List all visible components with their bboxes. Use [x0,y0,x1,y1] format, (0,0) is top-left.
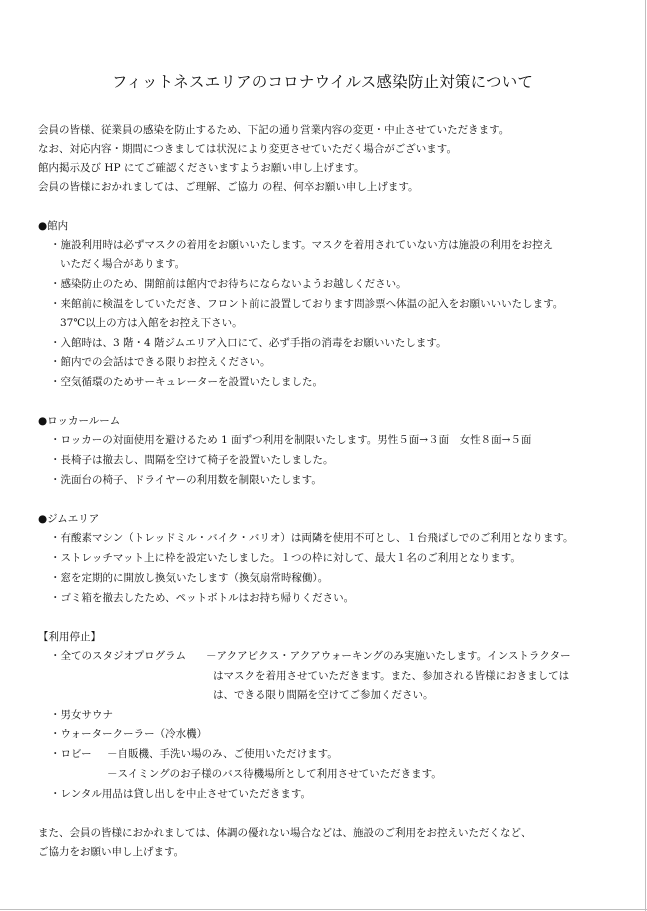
suspended-cooler: ・ウォータークーラー（冷水機） [50,728,208,740]
section-heading-gym: ●ジムエリア [38,513,100,525]
kannai-item-3-cont: 37℃以上の方は入館をお控え下さい。 [60,317,243,329]
section-heading-kannai: ●館内 [38,220,69,232]
kannai-item-1-cont: いただく場合があります。 [60,258,186,270]
kannai-item-5: ・館内での会話はできる限りお控えください。 [50,356,271,368]
suspended-rental: ・レンタル用品は貸し出しを中止させていただきます。 [50,788,311,800]
closing-line-2: ご協力をお願い申し上げます。 [38,846,185,858]
section-heading-locker: ●ロッカールーム [38,415,121,427]
suspended-sauna: ・男女サウナ [50,709,113,721]
suspended-lobby-label: ・ロビー [50,748,92,760]
gym-item-3: ・窓を定期的に開放し換気いたします（換気扇常時稼働）。 [50,572,329,584]
locker-item-3: ・洗面台の椅子、ドライヤーの利用数を制限いたします。 [50,474,322,486]
intro-line-3: 館内掲示及び HP にてご確認くださいますようお願い申し上げます。 [38,162,365,174]
suspended-studio-line-2: はマスクを着用させていただきます。また、参加される皆様におきましては [213,670,570,682]
suspended-lobby-line-2: －スイミングのお子様のバス待機場所として利用させていただきます。 [107,768,442,780]
closing-line-1: また、会員の皆様におかれましては、体調の優れない場合などは、施設のご利用をお控えいただくなど、 [38,827,532,839]
intro-line-1: 会員の皆様、従業員の感染を防止するため、下記の通り営業内容の変更・中止させていただきます。 [38,124,510,136]
page-right-border [645,0,646,911]
gym-item-4: ・ゴミ箱を撤去したため、ペットボトルはお持ち帰りください。 [50,592,355,604]
kannai-item-3: ・来館前に検温をしていただき、フロント前に設置しております問診票へ体温の記入をお願いいいたします。 [50,298,564,310]
kannai-item-2: ・感染防止のため、開館前は館内でお待ちにならないようお越しください。 [50,278,407,290]
suspended-studio-label: ・全てのスタジオプログラム [50,650,187,662]
intro-line-2: なお、対応内容・期間につきましては状況により変更させていただく場合がございます。 [38,143,457,155]
locker-item-1: ・ロッカーの対面使用を避けるため 1 面ずつ利用を制限いたします。男性５面→３面 女性８面→５面 [50,434,532,446]
kannai-item-6: ・空気循環のためサーキュレーターを設置いたしました。 [50,376,323,388]
kannai-item-1: ・施設利用時は必ずマスクの着用をお願いいたします。マスクを着用されていない方は施設の利用をお控え [50,239,554,251]
suspended-studio-line-3: は、できる限り間隔を空けてご参加ください。 [213,689,434,701]
gym-item-2: ・ストレッチマット上に枠を設定いたしました。１つの枠に対して、最大１名のご利用となります。 [50,552,521,564]
page-title: フィットネスエリアのコロナウイルス感染防止対策について [111,73,534,91]
page-bottom-border [0,909,647,910]
section-heading-suspended: 【利用停止】 [38,631,101,643]
suspended-studio-line-1: －アクアビクス・アクアウォーキングのみ実施いたします。インストラクター [206,650,571,662]
suspended-lobby-line-1: －自販機、手洗い場のみ、ご使用いただけます。 [107,748,338,760]
locker-item-2: ・長椅子は撤去し、間隔を空けて椅子を設置いたしました。 [50,454,334,466]
intro-line-4: 会員の皆様におかれましては、ご理解、ご協力 の程、何卒お願い申し上げます。 [38,181,419,193]
kannai-item-4: ・入館時は、3 階・4 階ジムエリア入口にて、必ず手指の消毒をお願いいたします。 [50,337,447,349]
gym-item-1: ・有酸素マシン（トレッドミル・バイク・バリオ）は両隣を使用不可とし、１台飛ばしでのご利用となります。 [50,532,574,544]
